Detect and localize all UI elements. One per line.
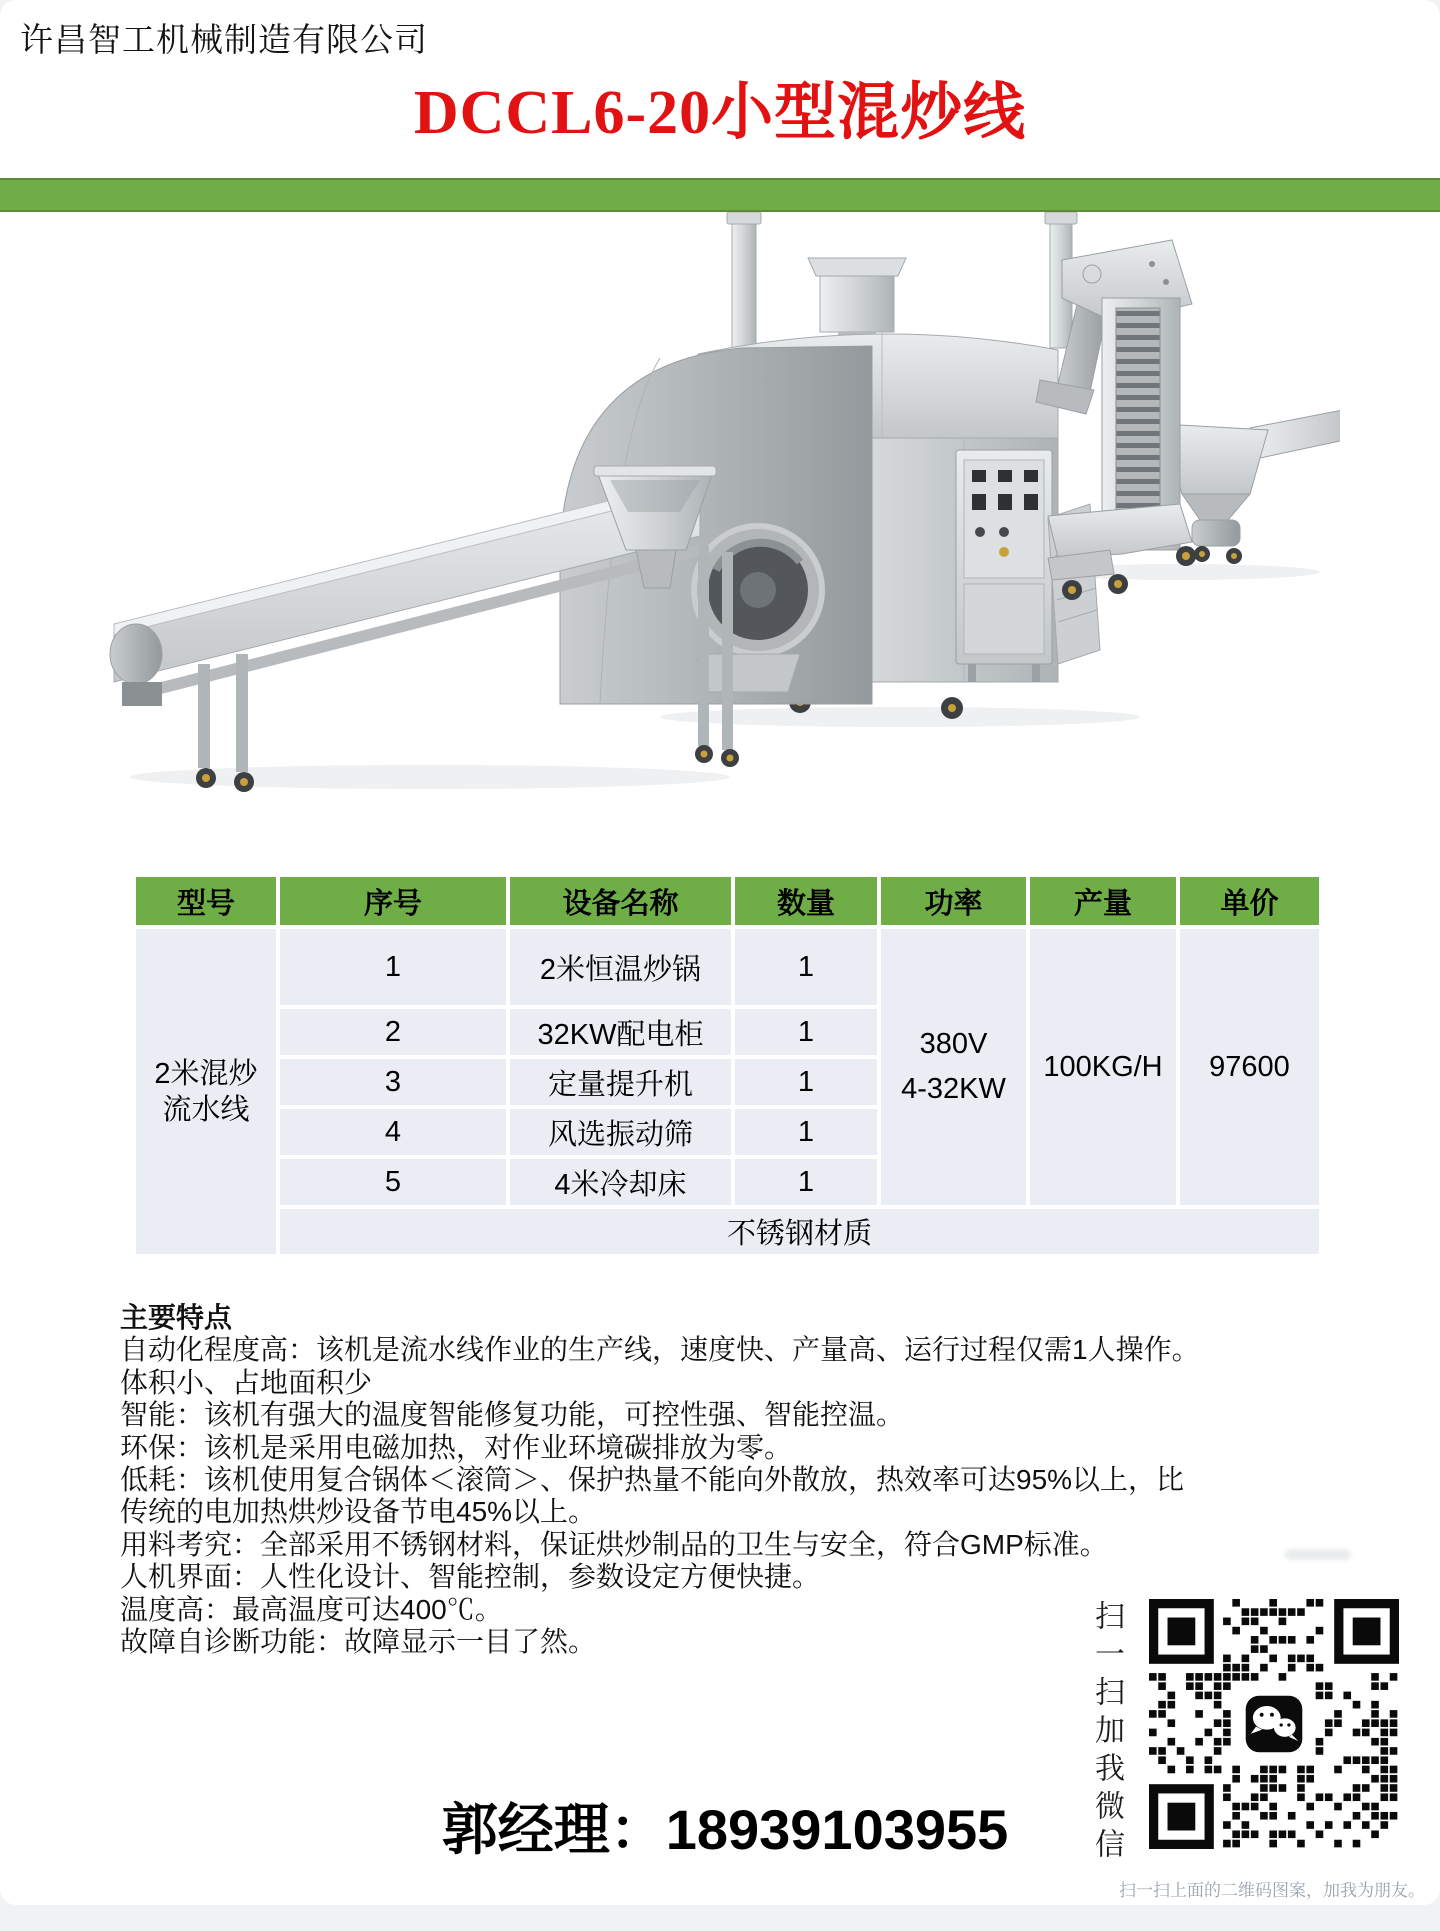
features-title: 主要特点 [120, 1302, 233, 1333]
cell-qty: 1 [735, 1059, 877, 1105]
power-line: 4-32KW [901, 1073, 1006, 1105]
qr-code [1145, 1593, 1403, 1855]
model-line: 流水线 [162, 1093, 250, 1126]
cell-qty: 1 [735, 1009, 877, 1055]
qr-finder-top-left [1149, 1599, 1214, 1664]
feature-line: 自动化程度高：该机是流水线作业的生产线，速度快、产量高、运行过程仅需1人操作。 [120, 1334, 1200, 1366]
cell-device-name: 定量提升机 [510, 1059, 731, 1105]
model-line: 2米混炒 [154, 1057, 258, 1090]
feature-line: 传统的电加热烘炒设备节电45%以上。 [120, 1496, 597, 1528]
feature-line: 用料考究：全部采用不锈钢材料，保证烘炒制品的卫生与安全，符合GMP标准。 [120, 1528, 1108, 1560]
cell-device-name: 4米冷却床 [510, 1159, 731, 1205]
feature-line: 人机界面：人性化设计、智能控制，参数设定方便快捷。 [120, 1561, 821, 1593]
col-header-price: 单价 [1180, 877, 1319, 925]
col-header-qty: 数量 [735, 877, 877, 925]
faded-text [1285, 1549, 1351, 1560]
table-header-row [136, 877, 1319, 925]
page-title: DCCL6-20小型混炒线 [413, 79, 1027, 147]
contact-line [140, 1786, 1310, 1866]
col-header-no: 序号 [280, 877, 506, 925]
cell-qty: 1 [735, 1109, 877, 1155]
contact-phone: 18939103955 [665, 1798, 1009, 1861]
qr-caption: 扫一扫上面的二维码图案，加我为朋友。 [1119, 1881, 1425, 1900]
spec-table [132, 873, 1323, 1258]
cell-device-name: 风选振动筛 [510, 1109, 731, 1155]
green-divider-bar [0, 178, 1440, 212]
feature-line: 环保：该机是采用电磁加热，对作业环境碳排放为零。 [120, 1431, 793, 1463]
cell-qty: 1 [735, 1159, 877, 1205]
qr-finder-top-right [1334, 1599, 1399, 1664]
product-photo [100, 212, 1340, 812]
table-row [136, 929, 1319, 1005]
cell-device-name: 2米恒温炒锅 [510, 929, 731, 1005]
cell-no: 5 [280, 1159, 506, 1205]
company-name: 许昌智工机械制造有限公司 [20, 21, 428, 58]
wechat-icon [1246, 1696, 1303, 1753]
cell-no: 3 [280, 1059, 506, 1105]
cell-price: 97600 [1180, 929, 1319, 1205]
cell-model [136, 929, 276, 1254]
cell-no: 1 [280, 929, 506, 1005]
cell-device-name: 32KW配电柜 [510, 1009, 731, 1055]
feature-line: 智能：该机有强大的温度智能修复功能，可控性强、智能控温。 [120, 1399, 905, 1431]
cell-output: 100KG/H [1030, 929, 1176, 1205]
feature-line: 体积小、占地面积少 [120, 1366, 373, 1398]
qr-finder-bottom-left [1149, 1784, 1214, 1849]
wechat-scan-label: 扫一扫加我微信 [1090, 1600, 1123, 1866]
col-header-device: 设备名称 [510, 877, 731, 925]
feature-line: 低耗：该机使用复合锅体＜滚筒＞、保护热量不能向外散放，热效率可达95%以上，比 [120, 1464, 1185, 1496]
col-header-power: 功率 [881, 877, 1026, 925]
cell-material: 不锈钢材质 [280, 1209, 1319, 1254]
col-header-output: 产量 [1030, 877, 1176, 925]
table-material-row [136, 1209, 1319, 1254]
power-line: 380V [919, 1028, 988, 1060]
feature-line: 温度高：最高温度可达400℃。 [120, 1593, 503, 1625]
cell-qty: 1 [735, 929, 877, 1005]
contact-name: 郭经理： [441, 1798, 666, 1861]
cell-no: 2 [280, 1009, 506, 1055]
feature-line: 故障自诊断功能：故障显示一目了然。 [120, 1626, 597, 1658]
col-header-model: 型号 [136, 877, 276, 925]
cell-no: 4 [280, 1109, 506, 1155]
cell-power [881, 929, 1026, 1205]
